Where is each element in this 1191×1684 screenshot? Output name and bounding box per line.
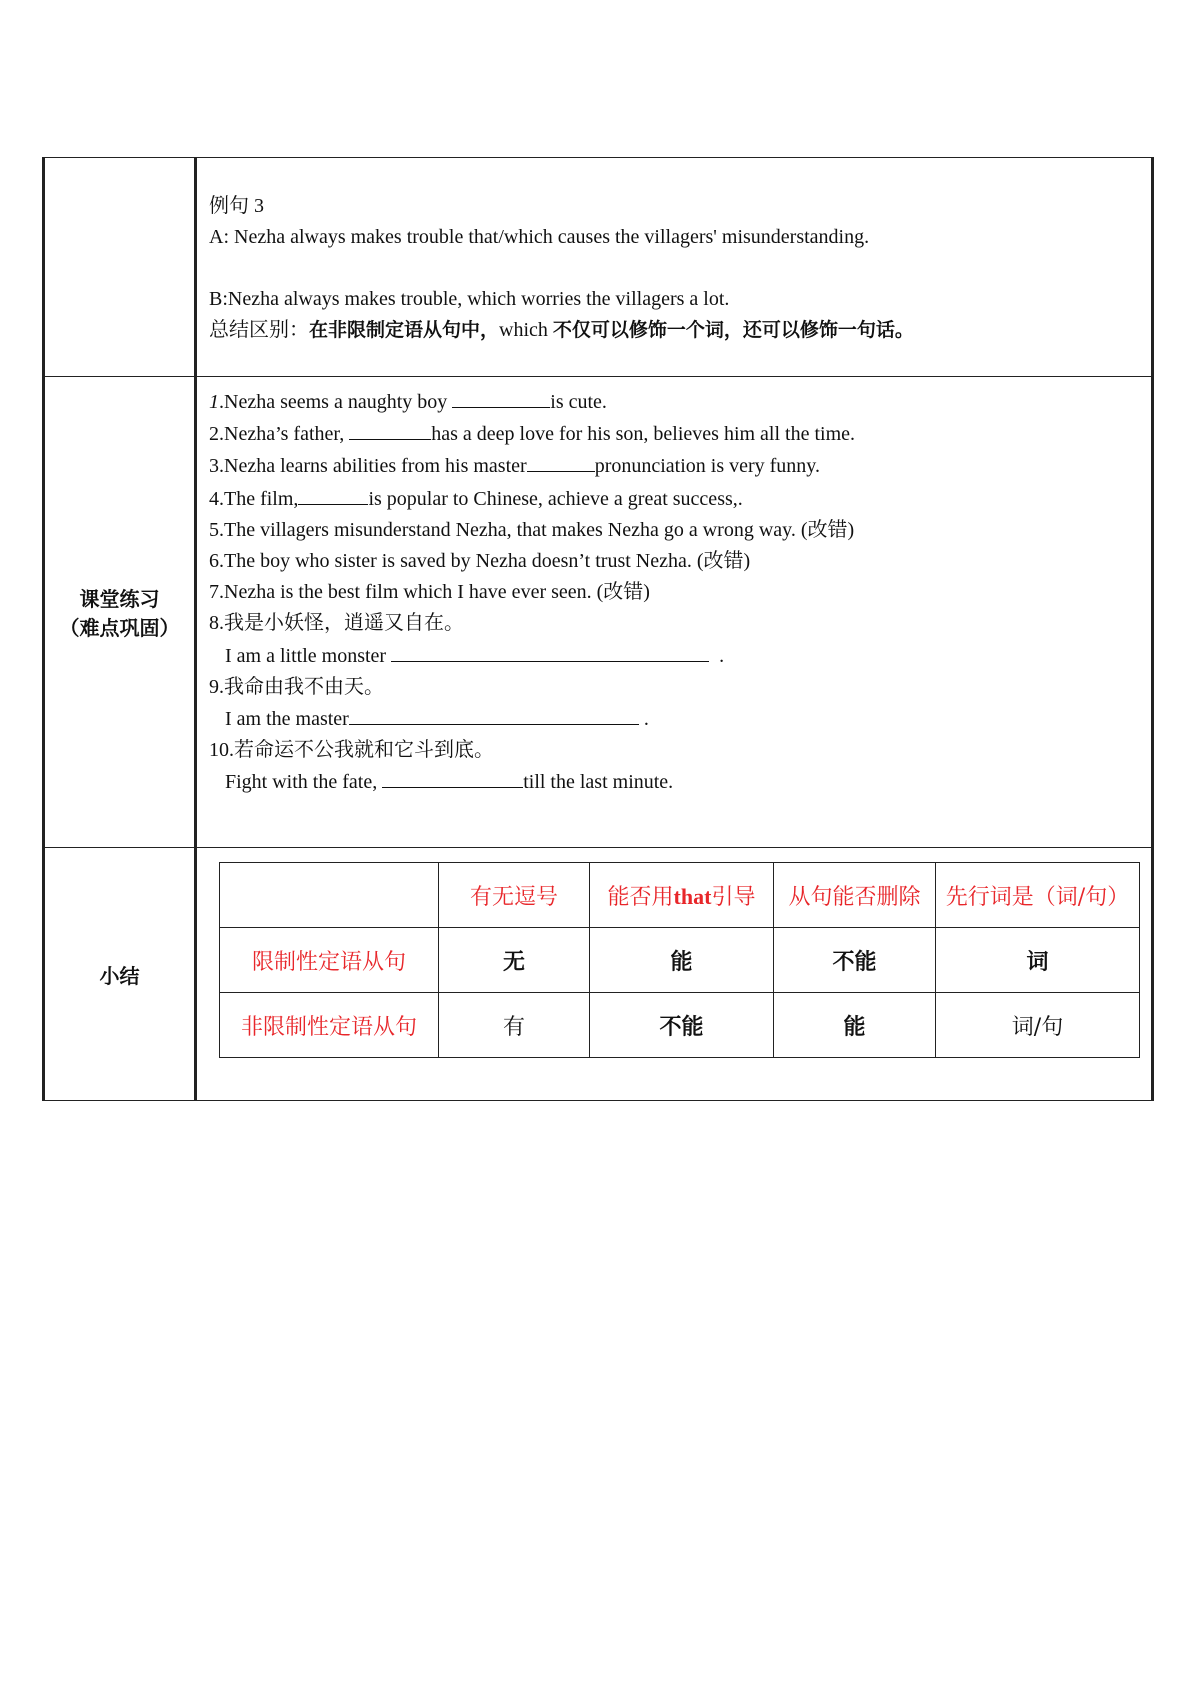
blank-3[interactable] xyxy=(527,450,595,472)
header-comma: 有无逗号 xyxy=(439,863,590,928)
example-line-b: B:Nezha always makes trouble, which worries the villagers a lot. xyxy=(209,288,730,310)
practice-row xyxy=(44,377,1153,848)
blank-10[interactable] xyxy=(382,766,523,788)
exercise-9-zh: 9.我命由我不由天。 xyxy=(209,675,384,698)
example-content xyxy=(196,158,1153,377)
exercise-1: 1.Nezha seems a naughty boy is cute. xyxy=(209,386,1151,418)
exercise-6: 6.The boy who sister is saved by Nezha doesn’t trust Nezha. (改错) xyxy=(209,550,751,573)
example-row-label xyxy=(44,158,196,377)
header-antecedent: 先行词是（词/句） xyxy=(936,863,1140,928)
table-cell: 无 xyxy=(439,928,590,993)
blank-1[interactable] xyxy=(452,386,550,408)
example-title: 例句 3 xyxy=(209,195,264,217)
row-name-nonrestrictive: 非限制性定语从句 xyxy=(220,993,439,1058)
header-cell-empty xyxy=(220,863,439,928)
blank-9[interactable] xyxy=(349,703,639,725)
comparison-row-restrictive xyxy=(220,928,1140,993)
table-cell: 能 xyxy=(774,993,936,1058)
practice-label-line2: （难点巩固） xyxy=(59,616,180,640)
comparison-header-row xyxy=(220,863,1140,928)
summary-label: 小结 xyxy=(44,848,196,1101)
table-cell: 词 xyxy=(936,928,1140,993)
exercise-9-en: I am the master . xyxy=(209,703,1151,735)
summary-content xyxy=(196,848,1153,1101)
exercise-8-zh: 8.我是小妖怪，逍遥又自在。 xyxy=(209,612,464,635)
exercise-5: 5.The villagers misunderstand Nezha, that makes Nezha go a wrong way. (改错) xyxy=(209,518,855,541)
blank-8[interactable] xyxy=(391,640,709,662)
summary-bold-1: 在非限制定语从句中， xyxy=(309,319,500,341)
exercise-4: 4.The film, is popular to Chinese, achieve a great success,. xyxy=(209,483,1151,515)
table-cell: 词/句 xyxy=(936,993,1140,1058)
blank-4[interactable] xyxy=(298,483,368,505)
table-cell: 不能 xyxy=(590,993,774,1058)
example-line-a: A: Nezha always makes trouble that/which causes the villagers' misunderstanding. xyxy=(209,226,870,248)
example-row xyxy=(44,158,1153,377)
header-that: 能否用that引导 xyxy=(590,863,774,928)
summary-bold-2: 不仅可以修饰一个词，还可以修饰一句话。 xyxy=(552,319,914,341)
summary-prefix: 总结区别： xyxy=(209,319,309,341)
practice-label xyxy=(44,377,196,848)
exercise-10-zh: 10.若命运不公我就和它斗到底。 xyxy=(209,739,494,762)
row-name-restrictive: 限制性定语从句 xyxy=(220,928,439,993)
table-cell: 有 xyxy=(439,993,590,1058)
header-delete: 从句能否删除 xyxy=(774,863,936,928)
blank-2[interactable] xyxy=(349,418,431,440)
exercise-10-en: Fight with the fate, till the last minute. xyxy=(209,766,1151,798)
lesson-table xyxy=(42,157,1154,1101)
exercise-7: 7.Nezha is the best film which I have ever seen. (改错) xyxy=(209,581,650,604)
table-cell: 不能 xyxy=(774,928,936,993)
practice-content xyxy=(196,377,1153,848)
exercise-2: 2.Nezha’s father, has a deep love for his son, believes him all the time. xyxy=(209,418,1151,450)
summary-line xyxy=(209,315,1151,346)
exercise-3: 3.Nezha learns abilities from his master pronunciation is very funny. xyxy=(209,450,1151,482)
summary-row xyxy=(44,848,1153,1101)
exercise-8-en: I am a little monster . xyxy=(209,640,1151,672)
practice-label-line1: 课堂练习 xyxy=(79,587,160,611)
comparison-table xyxy=(219,862,1140,1058)
table-cell: 能 xyxy=(590,928,774,993)
summary-which: which xyxy=(499,319,548,341)
comparison-row-nonrestrictive xyxy=(220,993,1140,1058)
